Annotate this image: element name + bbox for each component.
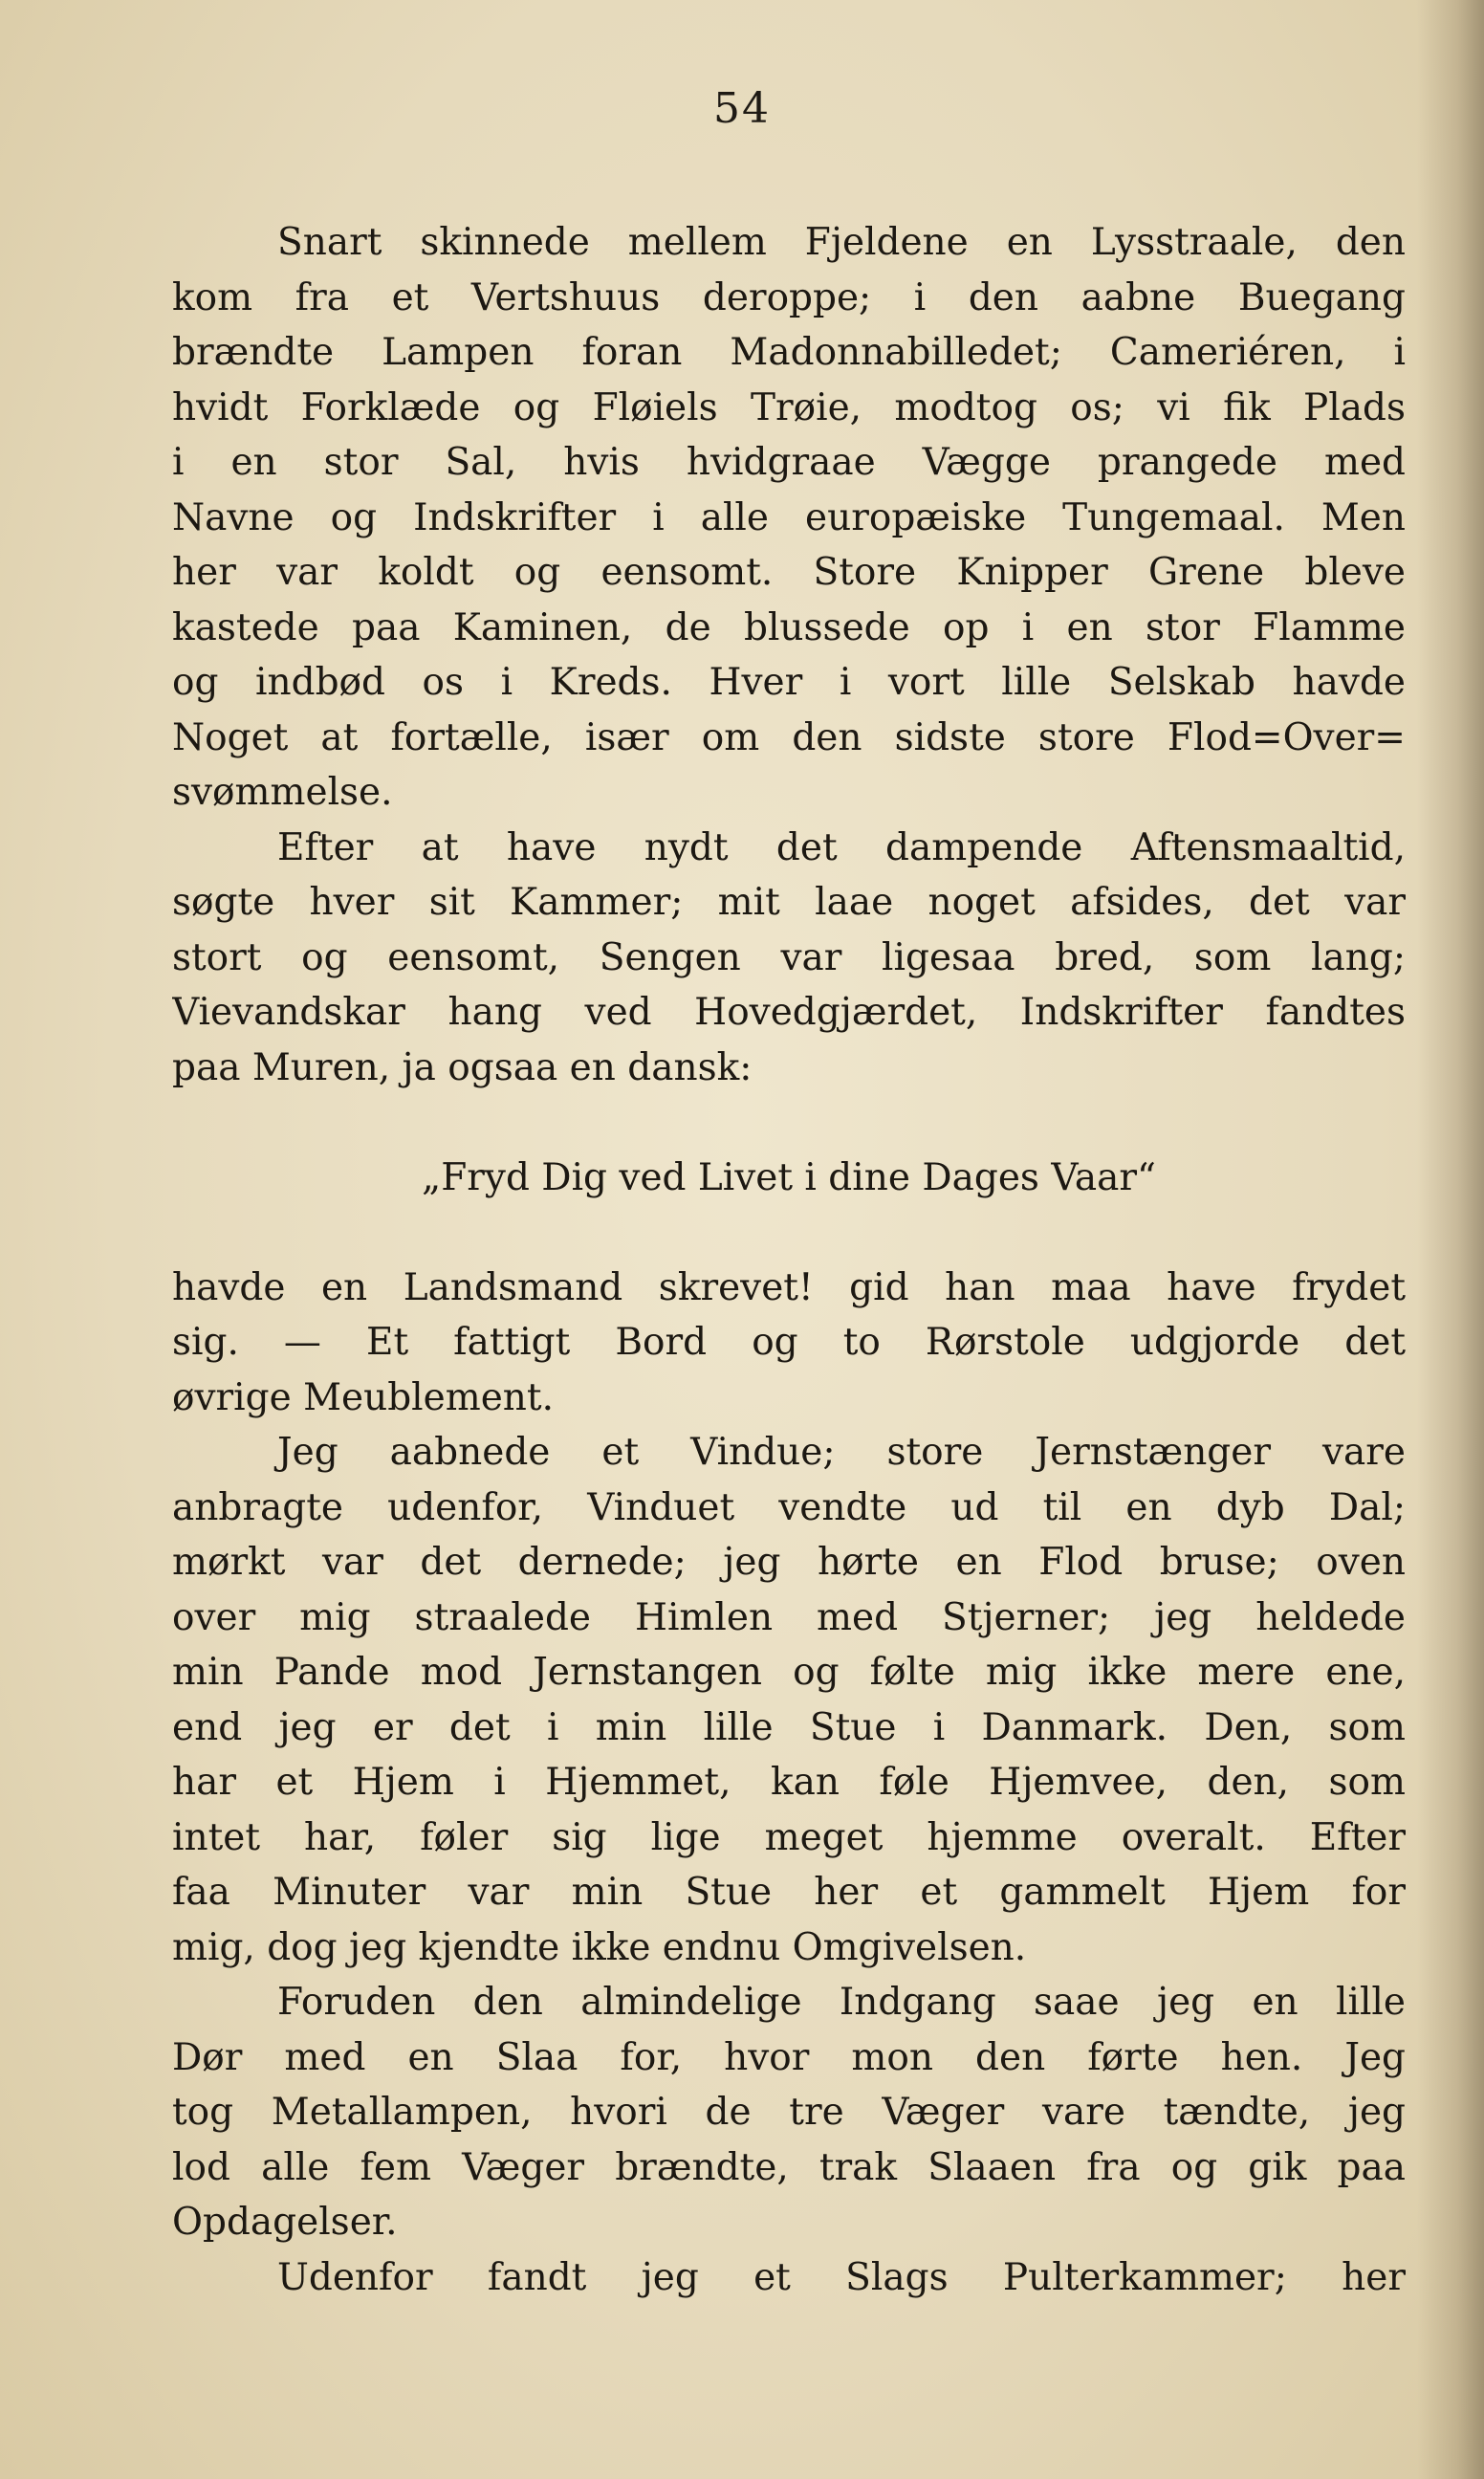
text-line: lod alle fem Væger brændte, trak Slaaen fra og gik paa bbox=[172, 2145, 1406, 2189]
text-line: Snart skinnede mellem Fjeldene en Lysstraale, den bbox=[277, 221, 1406, 264]
text-line: Dør med en Slaa for, hvor mon den førte hen. Jeg bbox=[172, 2035, 1406, 2079]
body-text bbox=[172, 215, 1406, 2305]
text-line: Udenfor fandt jeg et Slags Pulterkammer; her bbox=[277, 2255, 1406, 2299]
text-line: over mig straalede Himlen med Stjerner; jeg heldede bbox=[172, 1595, 1406, 1639]
text-line: stort og eensomt, Sengen var ligesaa bred, som lang; bbox=[172, 935, 1406, 979]
text-line: tog Metallampen, hvori de tre Væger vare tændte, jeg bbox=[172, 2091, 1406, 2134]
text-line: og indbød os i Kreds. Hver i vort lille Selskab havde bbox=[172, 661, 1406, 704]
line-gap bbox=[172, 1205, 1406, 1261]
text-line: min Pande mod Jernstangen og følte mig ikke mere ene, bbox=[172, 1651, 1406, 1694]
page-number: 54 bbox=[713, 84, 771, 133]
text-line: brændte Lampen foran Madonnabilledet; Cameriéren, i bbox=[172, 331, 1406, 374]
line-gap bbox=[172, 1095, 1406, 1151]
text-line: end jeg er det i min lille Stue i Danmark. Den, som bbox=[172, 1705, 1406, 1749]
page-edge-shadow bbox=[1417, 0, 1484, 2479]
text-line: paa Muren, ja ogsaa en dansk: bbox=[172, 1045, 753, 1089]
text-line: kastede paa Kaminen, de blussede op i en stor Flamme bbox=[172, 605, 1406, 649]
text-line: i en stor Sal, hvis hvidgraae Vægge prangede med bbox=[172, 441, 1406, 484]
text-line: Jeg aabnede et Vindue; store Jernstænger vare bbox=[277, 1431, 1406, 1474]
text-line: havde en Landsmand skrevet! gid han maa have frydet bbox=[172, 1265, 1406, 1309]
text-line: kom fra et Vertshuus deroppe; i den aabne Buegang bbox=[172, 275, 1406, 319]
text-line: Navne og Indskrifter i alle europæiske Tungemaal. Men bbox=[172, 495, 1406, 539]
text-line: sig. — Et fattigt Bord og to Rørstole udgjorde det bbox=[172, 1321, 1406, 1364]
text-line: anbragte udenfor, Vinduet vendte ud til en dyb Dal; bbox=[172, 1485, 1406, 1529]
text-line: søgte hver sit Kammer; mit laae noget afsides, det var bbox=[172, 881, 1406, 924]
text-line: Foruden den almindelige Indgang saae jeg en lille bbox=[277, 1981, 1406, 2024]
text-line: intet har, føler sig lige meget hjemme overalt. Efter bbox=[172, 1815, 1406, 1859]
text-line: har et Hjem i Hjemmet, kan føle Hjemvee, den, som bbox=[172, 1761, 1406, 1804]
text-line: Opdagelser. bbox=[172, 2201, 398, 2244]
text-line: mig, dog jeg kjendte ikke endnu Omgivelsen. bbox=[172, 1925, 1027, 1969]
text-line: Noget at fortælle, især om den sidste store Flod=Over= bbox=[172, 715, 1406, 759]
text-line: faa Minuter var min Stue her et gammelt Hjem for bbox=[172, 1871, 1406, 1914]
text-line: øvrige Meublement. bbox=[172, 1375, 554, 1419]
text-line: svømmelse. bbox=[172, 771, 393, 814]
text-line: Efter at have nydt det dampende Aftensmaaltid, bbox=[277, 825, 1406, 869]
text-line: Vievandskar hang ved Hovedgjærdet, Indskrifter fandtes bbox=[172, 991, 1406, 1034]
quoted-inscription: „Fryd Dig ved Livet i dine Dages Vaar“ bbox=[422, 1155, 1156, 1199]
text-line: hvidt Forklæde og Fløiels Trøie, modtog os; vi fik Plads bbox=[172, 385, 1406, 429]
text-line: mørkt var det dernede; jeg hørte en Flod bruse; oven bbox=[172, 1541, 1406, 1584]
text-line: her var koldt og eensomt. Store Knipper Grene bleve bbox=[172, 551, 1406, 594]
